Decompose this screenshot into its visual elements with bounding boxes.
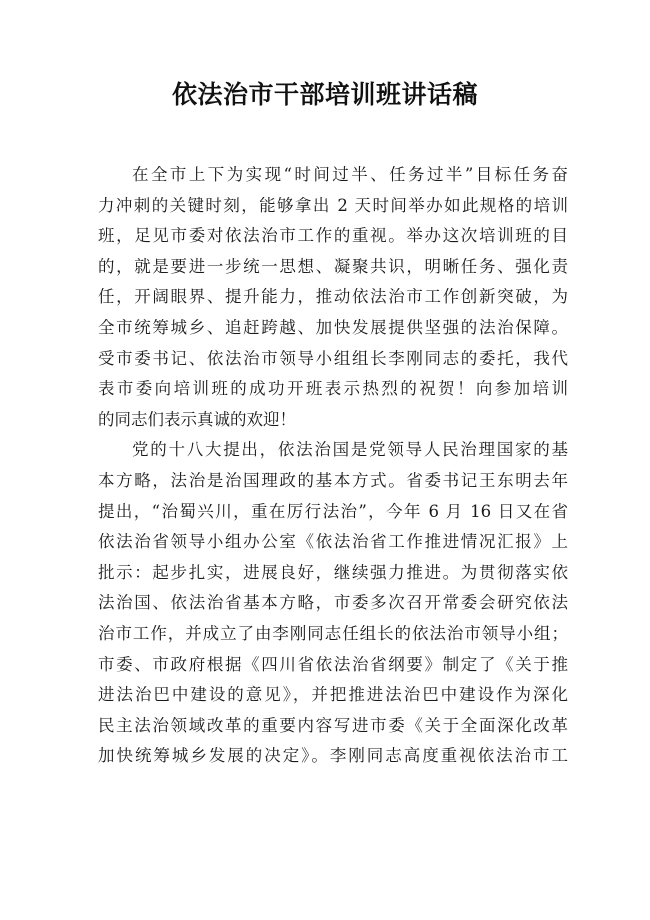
text-line: 提出，“治蜀兴川，重在厉行法治”，今年 6 月 16 日又在省 xyxy=(98,501,568,521)
document-body xyxy=(98,160,568,772)
text-line: 全市统筹城乡、追赶跨越、加快发展提供坚强的法治保障。 xyxy=(98,317,568,337)
text-line: 班，足见市委对依法治市工作的重视。举办这次培训班的目 xyxy=(98,226,568,246)
text-line: 法治国、依法治省基本方略，市委多次召开常委会研究依法 xyxy=(98,593,568,613)
text-line: 民主法治领域改革的重要内容写进市委《关于全面深化改革 xyxy=(98,715,568,735)
text-line: 治市工作，并成立了由李刚同志任组长的依法治市领导小组； xyxy=(98,623,568,643)
document-title: 依法治市干部培训班讲话稿 xyxy=(171,80,478,109)
text-line: 批示：起步扎实，进展良好，继续强力推进。为贯彻落实依 xyxy=(98,562,568,582)
paragraph xyxy=(98,435,568,772)
text-line: 本方略，法治是治国理政的基本方式。省委书记王东明去年 xyxy=(98,470,568,490)
text-line: 力冲刺的关键时刻，能够拿出 2 天时间举办如此规格的培训 xyxy=(98,195,568,215)
text-line: 市委、市政府根据《四川省依法治省纲要》制定了《关于推 xyxy=(98,654,568,674)
text-line: 表市委向培训班的成功开班表示热烈的祝贺！向参加培训 xyxy=(98,379,568,399)
paragraph xyxy=(98,160,568,435)
text-line: 受市委书记、依法治市领导小组组长李刚同志的委托，我代 xyxy=(98,348,568,368)
text-line: 任，开阔眼界、提升能力，推动依法治市工作创新突破，为 xyxy=(98,287,568,307)
text-line: 依法治省领导小组办公室《依法治省工作推进情况汇报》上 xyxy=(98,532,568,552)
text-line: 党的十八大提出，依法治国是党领导人民治理国家的基 xyxy=(132,440,568,460)
text-line: 加快统筹城乡发展的决定》。李刚同志高度重视依法治市工 xyxy=(98,746,568,766)
text-line: 进法治巴中建设的意见》，并把推进法治巴中建设作为深化 xyxy=(98,685,568,705)
text-line: 在全市上下为实现“时间过半、任务过半”目标任务奋 xyxy=(132,165,568,184)
text-line: 的，就是要进一步统一思想、凝聚共识，明晰任务、强化责 xyxy=(98,256,568,276)
text-line: 的同志们表示真诚的欢迎！ xyxy=(98,409,296,429)
